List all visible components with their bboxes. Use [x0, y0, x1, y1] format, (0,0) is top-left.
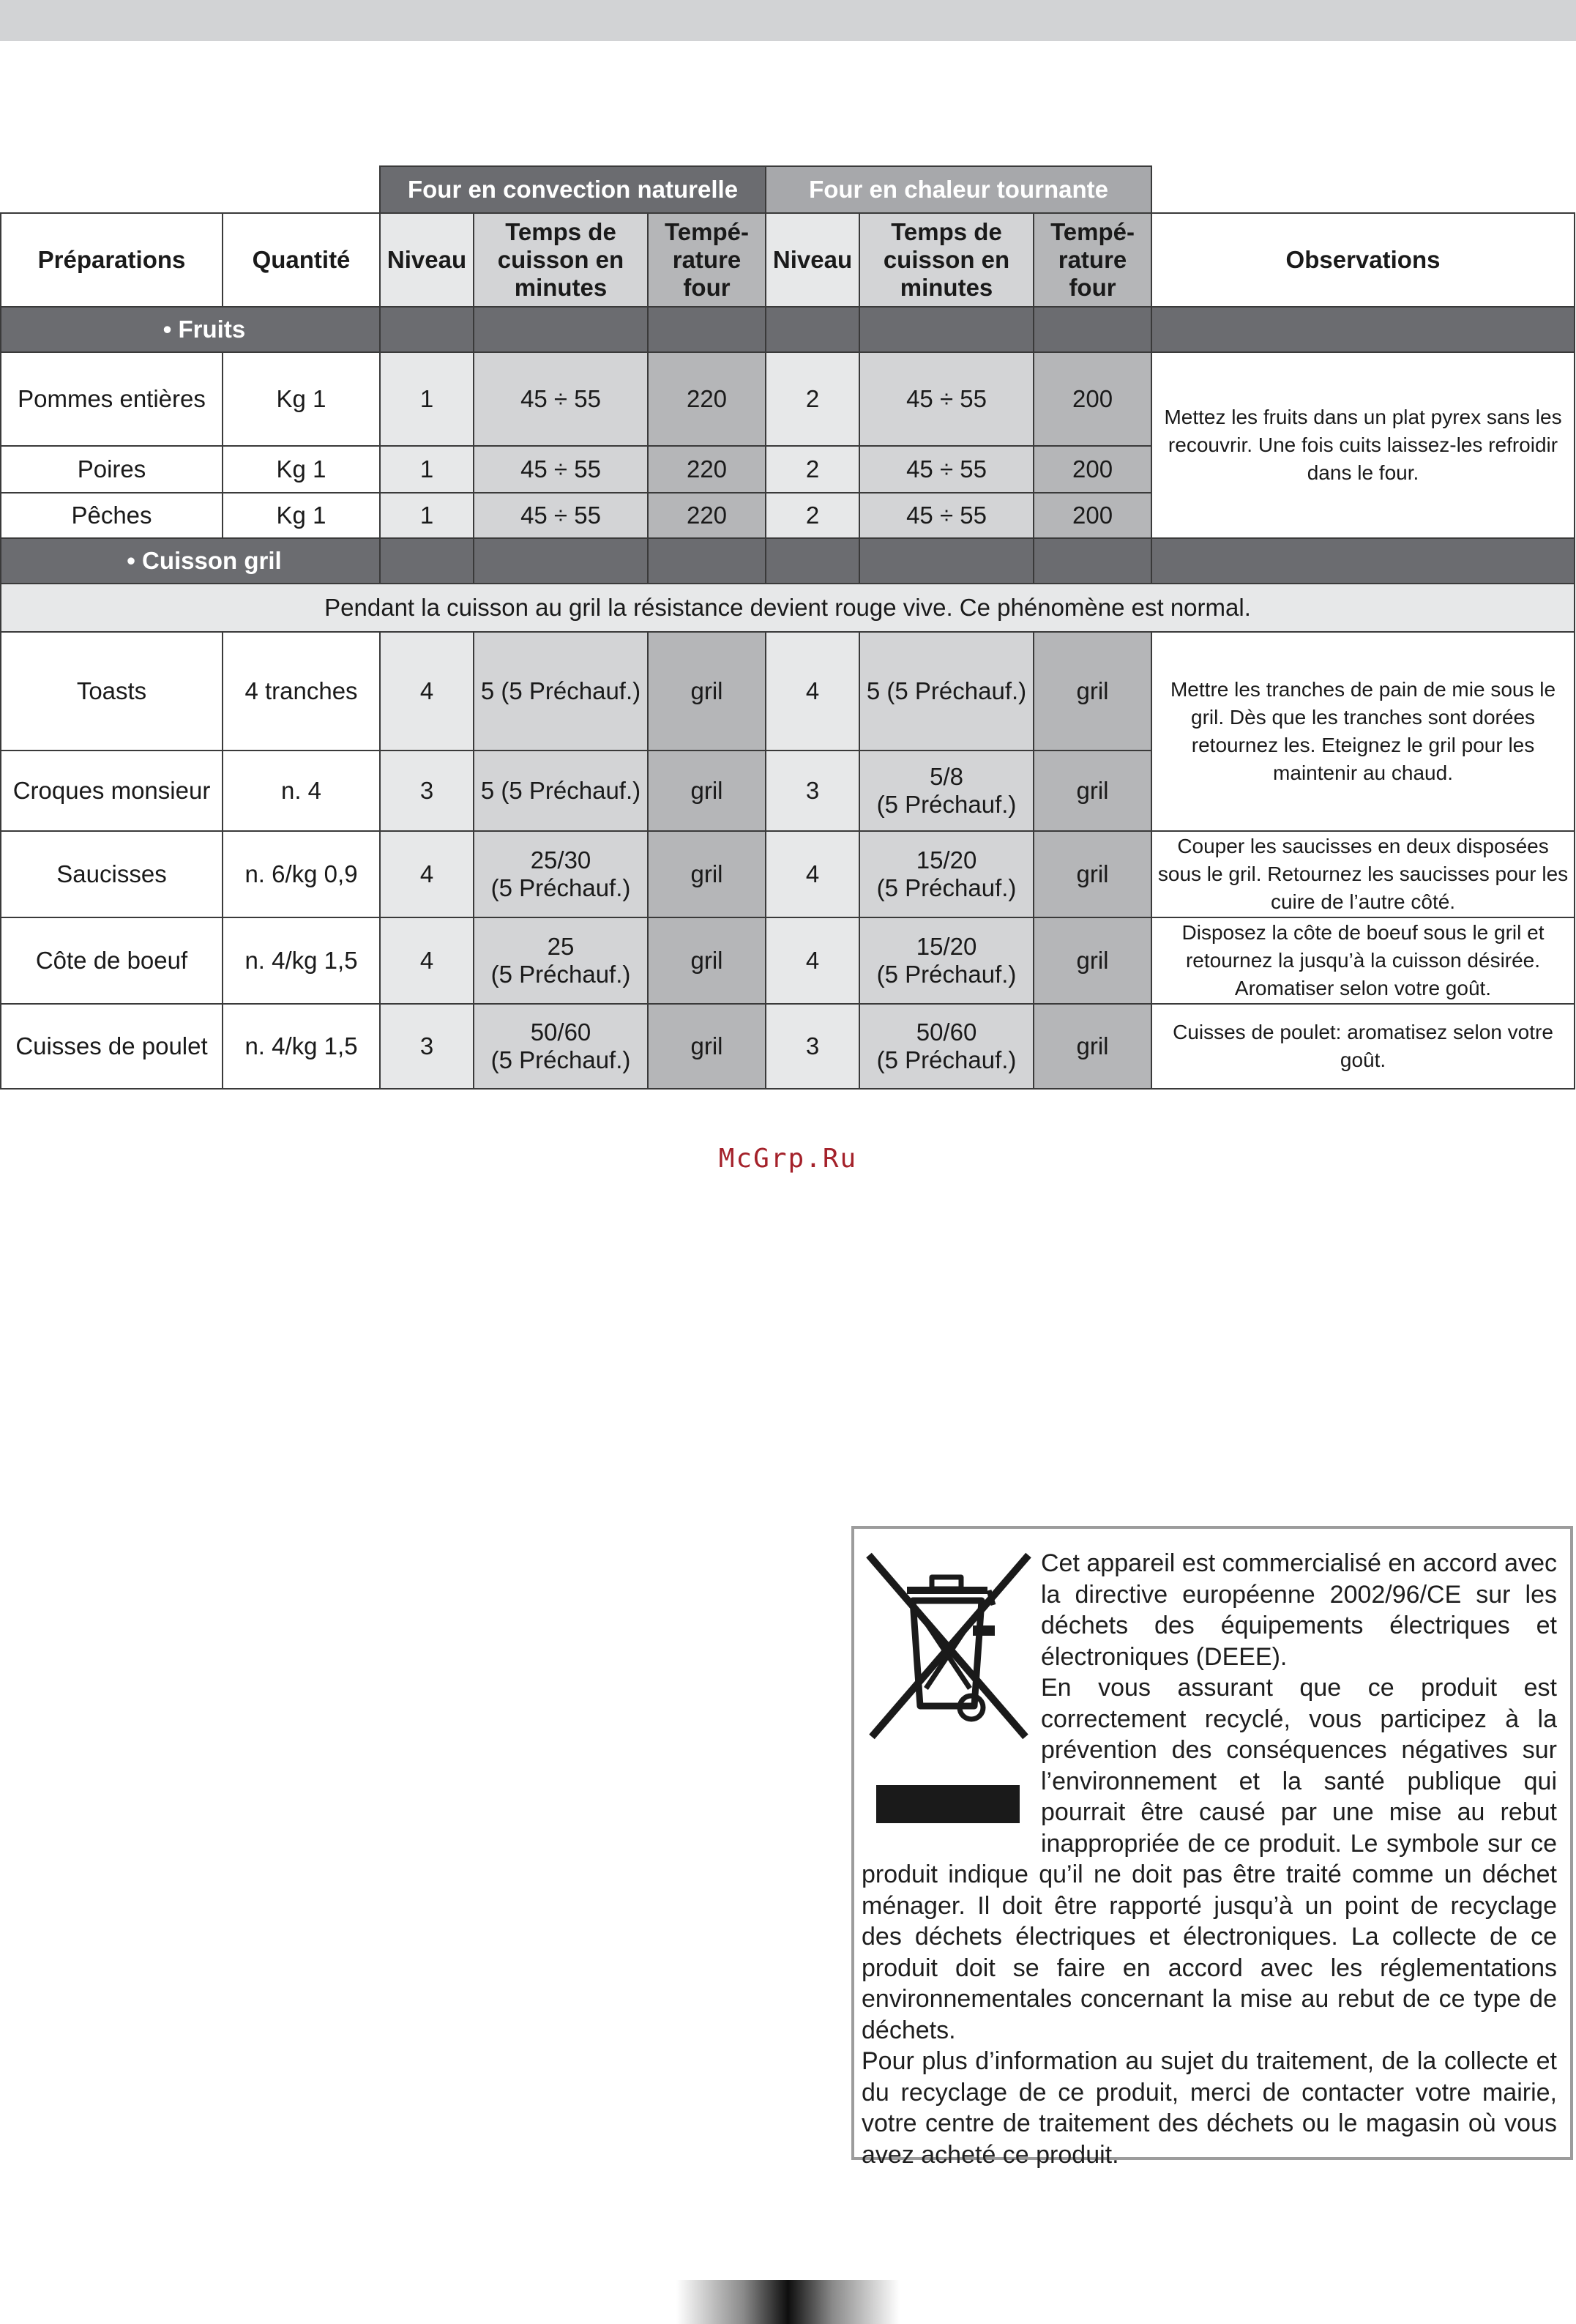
row-qty: Kg 1	[223, 446, 380, 493]
section-fruits-title: • Fruits	[1, 307, 380, 352]
row-n-time: 45 ÷ 55	[474, 493, 648, 538]
row-n-time: 45 ÷ 55	[474, 446, 648, 493]
row-t-time: 45 ÷ 55	[859, 446, 1034, 493]
weee-text	[862, 1548, 1557, 2170]
section-gril-row	[1, 538, 1575, 584]
row-t-level: 4	[766, 632, 859, 751]
row-qty: n. 4	[223, 751, 380, 831]
time-line: (5 Préchauf.)	[876, 874, 1017, 901]
header-quantite: Quantité	[223, 213, 380, 307]
toasts-observation: Mettre les tranches de pain de mie sous le gril. Dès que les tranches sont dorées retournez les. Eteignez le gril pour les maintenir au chaud.	[1151, 632, 1575, 831]
row-n-level: 4	[380, 632, 474, 751]
gril-note-row	[1, 584, 1575, 632]
time-line: 25	[547, 933, 575, 960]
row-t-time	[859, 1004, 1034, 1089]
table-row	[1, 831, 1575, 917]
row-n-level: 4	[380, 917, 474, 1004]
header-preparations: Préparations	[1, 213, 223, 307]
row-n-temp: 220	[648, 446, 766, 493]
row-t-time	[859, 831, 1034, 917]
row-name: Côte de boeuf	[1, 917, 223, 1004]
weee-notice-box	[851, 1526, 1573, 2169]
group-header-row	[1, 166, 1575, 213]
row-n-temp: 220	[648, 493, 766, 538]
group-turning-heat: Four en chaleur tournante	[766, 166, 1151, 213]
time-line: 5/8	[930, 763, 963, 790]
table-row	[1, 917, 1575, 1004]
header-temps-natural: Temps de cuisson en minutes	[474, 213, 648, 307]
row-t-time: 45 ÷ 55	[859, 493, 1034, 538]
time-line: (5 Préchauf.)	[876, 1046, 1017, 1073]
row-n-time	[474, 831, 648, 917]
row-n-level: 1	[380, 352, 474, 446]
row-observation: Couper les saucisses en deux disposées sous le gril. Retournez les saucisses pour les cuire de l’autre côté.	[1151, 831, 1575, 917]
blank-header	[1151, 166, 1575, 213]
header-observations: Observations	[1151, 213, 1575, 307]
row-t-temp: 200	[1034, 493, 1151, 538]
time-line: 25/30	[530, 846, 591, 874]
time-line: (5 Préchauf.)	[490, 961, 631, 988]
row-t-time	[859, 751, 1034, 831]
row-n-level: 1	[380, 493, 474, 538]
row-t-temp: gril	[1034, 632, 1151, 751]
weee-paragraph-2: En vous assurant que ce produit est correctement recyclé, vous participez à la prévention des conséquences négatives sur l’environnement et la santé publique qui pourrait être causé par une mise au rebut inappropriée de ce produit. Le symbole sur ce produit indique qu’il ne doit pas être traité comme un déchet ménager. Il doit être rapporté jusqu’à un point de recyclage des déchets électriques et électroniques. La collecte de ce produit doit se faire en accord avec les réglementations environnementales concernant la mise au rebut de ce type de déchets.	[862, 1674, 1557, 2044]
row-qty: n. 4/kg 1,5	[223, 917, 380, 1004]
row-n-level: 1	[380, 446, 474, 493]
row-n-level: 4	[380, 831, 474, 917]
row-n-time: 45 ÷ 55	[474, 352, 648, 446]
row-name: Poires	[1, 446, 223, 493]
weee-paragraph-3: Pour plus d’information au sujet du traitement, de la collecte et du recyclage de ce produit, merci de contacter votre mairie, votre centre de traitement des déchets ou le magasin où vous avez acheté ce produit.	[862, 2047, 1557, 2169]
header-temps-turning: Temps de cuisson en minutes	[859, 213, 1034, 307]
gril-note: Pendant la cuisson au gril la résistance devient rouge vive. Ce phénomène est normal.	[1, 584, 1575, 632]
row-t-temp: 200	[1034, 352, 1151, 446]
row-qty: Kg 1	[223, 352, 380, 446]
time-line: (5 Préchauf.)	[876, 791, 1017, 818]
row-name: Cuisses de poulet	[1, 1004, 223, 1089]
time-line: 15/20	[916, 846, 977, 874]
weee-paragraph-1: Cet appareil est commercialisé en accord avec la directive européenne 2002/96/CE sur les déchets des équipements électriques et électroniques (DEEE).	[1041, 1549, 1557, 1671]
row-t-temp: gril	[1034, 831, 1151, 917]
row-name: Pommes entières	[1, 352, 223, 446]
header-niveau-natural: Niveau	[380, 213, 474, 307]
cooking-table	[0, 165, 1575, 1090]
row-t-level: 4	[766, 917, 859, 1004]
row-t-level: 2	[766, 352, 859, 446]
row-qty: n. 6/kg 0,9	[223, 831, 380, 917]
column-header-row	[1, 213, 1575, 307]
group-natural-convection: Four en convection naturelle	[380, 166, 766, 213]
row-n-temp: gril	[648, 751, 766, 831]
header-niveau-turning: Niveau	[766, 213, 859, 307]
row-qty: n. 4/kg 1,5	[223, 1004, 380, 1089]
row-observation: Disposez la côte de boeuf sous le gril et retournez la jusqu’à la cuisson désirée. Aromatiser selon votre goût.	[1151, 917, 1575, 1004]
fruits-observation: Mettez les fruits dans un plat pyrex sans les recouvrir. Une fois cuits laissez-les refroidir dans le four.	[1151, 352, 1575, 538]
table-row	[1, 352, 1575, 446]
row-n-time: 5 (5 Préchauf.)	[474, 751, 648, 831]
row-t-level: 2	[766, 446, 859, 493]
row-qty: 4 tranches	[223, 632, 380, 751]
row-t-level: 2	[766, 493, 859, 538]
header-temperature-natural: Tempé-rature four	[648, 213, 766, 307]
row-name: Pêches	[1, 493, 223, 538]
time-line: (5 Préchauf.)	[490, 1046, 631, 1073]
row-observation: Cuisses de poulet: aromatisez selon votre goût.	[1151, 1004, 1575, 1089]
row-t-level: 3	[766, 751, 859, 831]
row-n-level: 3	[380, 1004, 474, 1089]
time-line: 50/60	[530, 1018, 591, 1046]
watermark: McGrp.Ru	[718, 1144, 858, 1174]
footer-gradient-tab	[676, 2280, 900, 2324]
row-t-time: 5 (5 Préchauf.)	[859, 632, 1034, 751]
time-line: 15/20	[916, 933, 977, 960]
row-t-temp: gril	[1034, 1004, 1151, 1089]
row-t-temp: gril	[1034, 751, 1151, 831]
row-t-time	[859, 917, 1034, 1004]
row-qty: Kg 1	[223, 493, 380, 538]
header-temperature-turning: Tempé-rature four	[1034, 213, 1151, 307]
row-n-time	[474, 1004, 648, 1089]
row-n-temp: gril	[648, 831, 766, 917]
row-t-level: 3	[766, 1004, 859, 1089]
row-n-time: 5 (5 Préchauf.)	[474, 632, 648, 751]
row-n-time	[474, 917, 648, 1004]
table-row	[1, 632, 1575, 751]
row-t-temp: gril	[1034, 917, 1151, 1004]
table-row	[1, 1004, 1575, 1089]
row-t-temp: 200	[1034, 446, 1151, 493]
row-n-temp: gril	[648, 1004, 766, 1089]
row-n-temp: 220	[648, 352, 766, 446]
time-line: (5 Préchauf.)	[490, 874, 631, 901]
time-line: 50/60	[916, 1018, 977, 1046]
section-gril-title: • Cuisson gril	[1, 538, 380, 584]
row-name: Saucisses	[1, 831, 223, 917]
row-n-temp: gril	[648, 917, 766, 1004]
row-n-temp: gril	[648, 632, 766, 751]
row-name: Toasts	[1, 632, 223, 751]
row-name: Croques monsieur	[1, 751, 223, 831]
time-line: (5 Préchauf.)	[876, 961, 1017, 988]
top-header-bar	[0, 0, 1576, 41]
row-t-time: 45 ÷ 55	[859, 352, 1034, 446]
row-n-level: 3	[380, 751, 474, 831]
row-t-level: 4	[766, 831, 859, 917]
blank-header	[1, 166, 380, 213]
section-fruits-row	[1, 307, 1575, 352]
